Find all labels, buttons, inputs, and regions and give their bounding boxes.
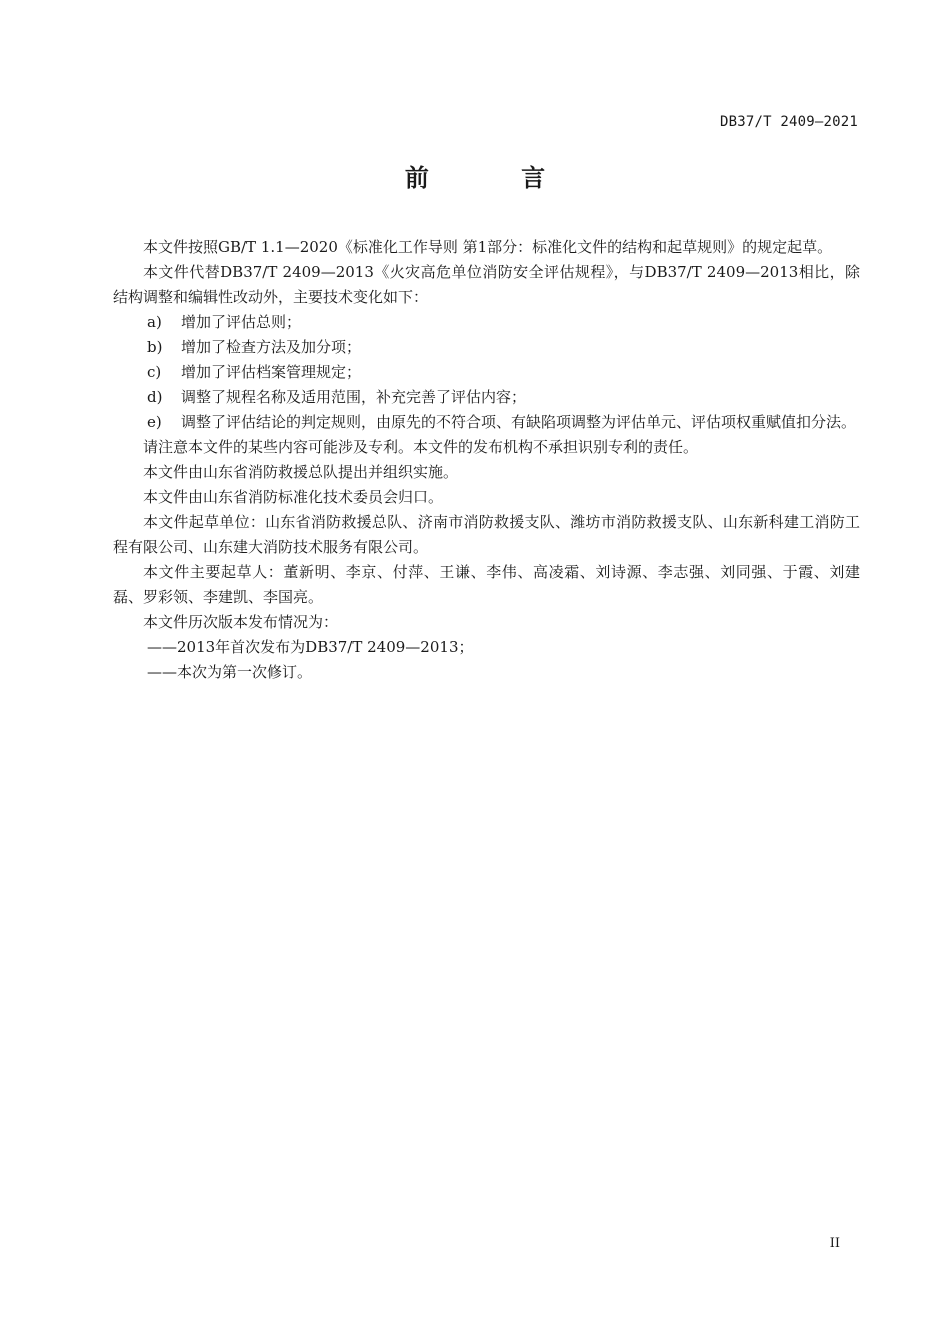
- list-marker: b): [147, 338, 163, 356]
- list-text: 调整了评估结论的判定规则，由原先的不符合项、有缺陷项调整为评估单元、评估项权重赋值扣分法。: [181, 413, 857, 431]
- list-marker: c): [147, 363, 162, 381]
- list-item: [113, 410, 860, 435]
- paragraph-replacement: 本文件代替DB37/T 2409—2013《火灾高危单位消防安全评估规程》，与DB37/T 2409—2013相比，除结构调整和编辑性改动外，主要技术变化如下：: [113, 263, 860, 306]
- list-item: [113, 360, 860, 385]
- list-text: 增加了评估总则；: [181, 313, 302, 331]
- document-code: DB37/T 2409—2021: [719, 114, 858, 130]
- paragraph-proposer: 本文件由山东省消防救援总队提出并组织实施。: [143, 463, 459, 481]
- history-item: ——本次为第一次修订。: [147, 663, 313, 681]
- list-text: 增加了检查方法及加分项；: [181, 338, 362, 356]
- list-item: [113, 335, 860, 360]
- foreword-body: [113, 235, 860, 685]
- page-title: 前 言: [404, 164, 588, 192]
- list-item: [113, 385, 860, 410]
- paragraph-centralized: 本文件由山东省消防标准化技术委员会归口。: [143, 488, 444, 506]
- paragraph-patent: 请注意本文件的某些内容可能涉及专利。本文件的发布机构不承担识别专利的责任。: [143, 438, 699, 456]
- list-text: 调整了规程名称及适用范围，补充完善了评估内容；: [181, 388, 527, 406]
- list-marker: e): [147, 413, 162, 431]
- list-text: 增加了评估档案管理规定；: [181, 363, 362, 381]
- history-item: ——2013年首次发布为DB37/T 2409—2013；: [147, 638, 474, 656]
- paragraph-drafting-rule: 本文件按照GB/T 1.1—2020《标准化工作导则 第1部分：标准化文件的结构和起草规则》的规定起草。: [143, 238, 833, 256]
- paragraph-drafting-units: 本文件起草单位：山东省消防救援总队、济南市消防救援支队、潍坊市消防救援支队、山东新科建工消防工程有限公司、山东建大消防技术服务有限公司。: [113, 513, 860, 556]
- paragraph-history-intro: 本文件历次版本发布情况为：: [143, 613, 339, 631]
- list-item: [113, 310, 860, 335]
- list-marker: a): [147, 313, 162, 331]
- page-number: II: [829, 1236, 840, 1251]
- list-marker: d): [147, 388, 163, 406]
- paragraph-drafters: 本文件主要起草人：董新明、李京、付萍、王谦、李伟、高凌霜、刘诗源、李志强、刘同强、于霞、刘建磊、罗彩领、李建凯、李国亮。: [113, 563, 860, 606]
